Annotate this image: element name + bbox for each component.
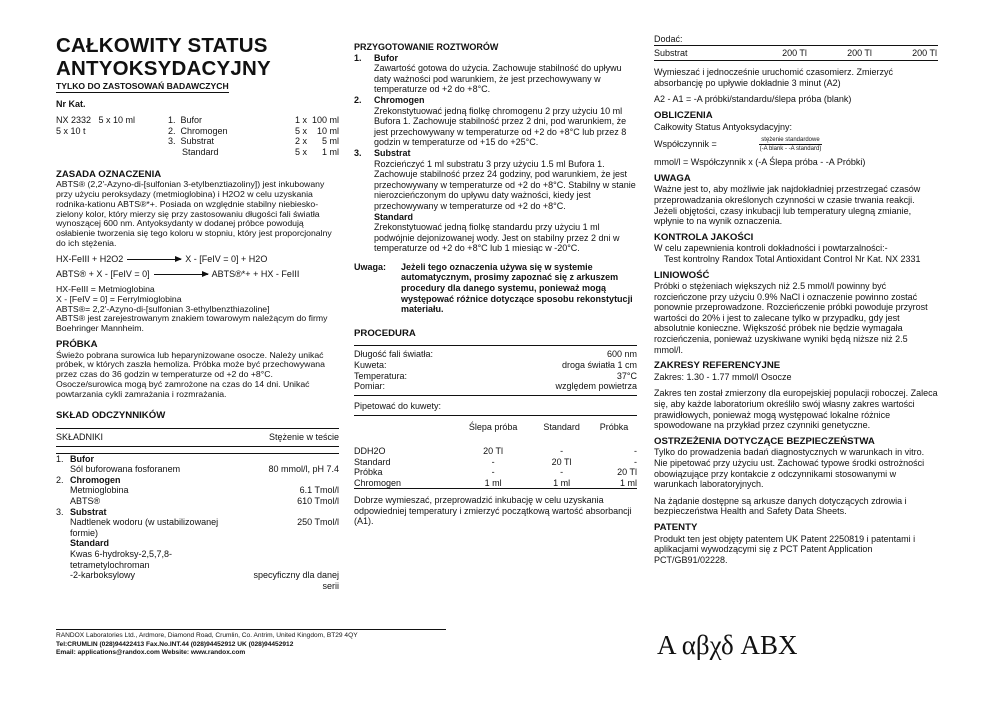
arrow-icon [127, 259, 181, 260]
reagents-table [56, 453, 339, 592]
reagent-row: Sól buforowana fosforanem 80 mmol/l, pH 7.4 [70, 464, 339, 475]
catalog-code: NX 2332 5 x 10 ml [56, 115, 136, 126]
qc-text: W celu zapewnienia kontroli dokładności i powtarzalności:- [654, 243, 888, 254]
principle-legend: HX-FeIII = Metmioglobina X - [FeIV = 0] = Ferrylmioglobina ABTS®= 2,2'-Azyno-di-[sulfonian 3-ethylbenzthiazoline] ABTS® jest zarejestrowanym znakiem towarowym należącym do firmy Boehringer Mannheim. [56, 283, 328, 334]
safety-text: Tylko do prowadzenia badań diagnostycznych w warunkach in vitro. Nie pipetować przy użyciu ust. Zachować typowe środki ostrożności obowiązujące przy kontakcie z odczynnikami stosowanymi w warunkach laboratoryjnych. [654, 447, 925, 490]
footer-email: Email: applications@randox.com Website: www.randox.com [56, 649, 246, 657]
safety-heading: OSTRZEŻENIA DOTYCZĄCE BEZPIECZEŃSTWA [654, 435, 875, 447]
column-middle [354, 42, 637, 527]
qc-item: Test kontrolny Randox Total Antioxidant Control Nr Kat. NX 2331 [664, 253, 921, 264]
footer-address: RANDOX Laboratories Ltd., Ardmore, Diamond Road, Crumlin, Co. Antrim, United Kingdom, BT29 4QY [56, 632, 358, 639]
pipette-row: DDH2O 20 Tl - - [354, 445, 637, 456]
pipette-label: Pipetować do kuwety: [354, 400, 442, 411]
footer [56, 629, 456, 658]
warning-block: Uwaga: Jeżeli tego oznaczenia używa się w systemie automatycznym, prosimy zapoznać się z arkuszem procedury dla danego systemu, ponieważ mogą występować różnice dotyczące sposobu rekonstytucji materiału. [354, 261, 633, 315]
column-right [654, 34, 938, 565]
add-row: Substrat 200 Tl 200 Tl 200 Tl [654, 45, 938, 62]
patent-heading: PATENTY [654, 521, 698, 533]
sample-text: Świeżo pobrana surowica lub heparynizowane osocze. Należy unikać próbek, w których zaszła hemoliza. Próbka może być przechowywana przez czas do 36 godzin w temperaturze od +2 do +8°C. Osocze/surowica mogą być zamrożone na czas do 14 dni. Unikać powtarzania cykli zamrażania i rozmrażania. [56, 349, 325, 399]
procedure-param: Temperatura: 37°C [354, 370, 637, 381]
column-left [56, 34, 339, 591]
catalog-item: 3. Substrat 2 x 5 ml [168, 136, 339, 147]
reagents-table-header: SKŁADNIKI Stężenie w teście [56, 428, 339, 447]
pipette-row: Próbka - - 20 Tl [354, 467, 637, 478]
absorbance-diff: A2 - A1 = -A próbki/standardu/ślepa próba (blank) [654, 94, 852, 105]
qc-heading: KONTROLA JAKOŚCI [654, 231, 754, 243]
reagent-row: ABTS® 610 Tmol/l [70, 496, 339, 507]
doc-subtitle: TYLKO DO ZASTOSOWAŃ BADAWCZYCH [56, 81, 229, 91]
safety-text-2: Na żądanie dostępne są arkusze danych dotyczących zdrowia i bezpieczeństwa Health and Safety Data Sheets. [654, 495, 907, 517]
doc-title-line1: CAŁKOWITY STATUS [56, 34, 268, 57]
reagent-row: 2. Chromogen [56, 474, 121, 485]
procedure-heading: PROCEDURA [354, 327, 416, 339]
pipette-row: Chromogen 1 ml 1 ml 1 ml [354, 477, 637, 488]
add-label: Dodać: [654, 34, 683, 44]
pipette-row: Standard - 20 Tl - [354, 456, 637, 467]
prep-standard-text: Zrekonstytuować jedną fiolkę standardu przy użyciu 1 ml podwójnie dejonizowanej wody. Jest on stabilny przez 2 dni w temperaturze od +2 do +8°C lub 1 miesiąc w -20°C. [374, 222, 620, 254]
prep-standard-title: Standard [374, 211, 414, 222]
prep-heading: PRZYGOTOWANIE ROZTWORÓW [354, 42, 499, 52]
result-formula: mmol/l = Współczynnik x (-A Ślepa próba - -A Próbki) [654, 157, 866, 168]
prep-item: 2. Chromogen Zrekonstytuować jedną fiolkę chromogenu 2 przy użyciu 10 ml Bufora 1. Zachowuje stabilność przez 2 dni, pod warunkiem, że jest przechowywany w temperaturze od +2 do +8°C lub przez 8 godzin w temperaturze od +15 do +25°C. [354, 94, 627, 148]
calc-line: Całkowity Status Antyoksydacyjny: [654, 121, 793, 132]
catalog-code: 5 x 10 t [56, 125, 86, 136]
reagent-row: Kwas 6-hydroksy-2,5,7,8-tetrametylochroman [70, 549, 173, 570]
reaction-equation-2: ABTS® + X - [FeIV = 0] ABTS®*+ + HX - FeIII [56, 269, 300, 280]
prep-list [354, 53, 637, 212]
catalog-item: 2. Chromogen 5 x 10 ml [168, 125, 339, 136]
font-sample: A αβχδ ABX [657, 630, 798, 660]
factor-formula: Współczynnik = $\frac{\text{stężenie standardowe}}{\text{(-A blank - -A standard)}}$ [654, 137, 822, 153]
reagent-row: 1. Bufor [56, 453, 94, 464]
footer-phone: Tel:CRUMLIN (028)94422413 Fax.No.INT.44 (028)94452912 UK (028)94452912 [56, 640, 294, 648]
reagents-heading: SKŁAD ODCZYNNIKÓW [56, 410, 166, 422]
reagent-row: Nadtlenek wodoru (w ustabilizowanej formie) 250 Tmol/l [70, 517, 339, 538]
reference-text: Zakres ten został zmierzony dla europejskiej populacji roboczej. Zaleca się, aby każde laboratorium określiło swój własny zakres wartości prawidłowych, ponieważ mogą występować lokalne różnice spowodowane na przykład przez czynniki genetyczne. [654, 388, 938, 431]
sample-heading: PRÓBKA [56, 338, 98, 350]
catalog-item: Standard 5 x 1 ml [182, 146, 339, 157]
reaction-equation-1: HX-FeIII + H2O2 X - [FeIV = 0] + H2O [56, 253, 268, 264]
patent-text: Produkt ten jest objęty patentem UK Patent 2250819 i patentami i aplikacjami wywodzącymi się z PCT Patent Application PCT/GB91/02228. [654, 533, 916, 565]
doc-title-line2: ANTYOKSYDACYJNY [56, 57, 271, 80]
note-heading: UWAGA [654, 172, 691, 184]
reference-range: Zakres: 1.30 - 1.77 mmol/l Osocze [654, 371, 792, 382]
reagent-row: Metmioglobina 6.1 Tmol/l [70, 485, 339, 496]
procedure-after-text: Dobrze wymieszać, przeprowadzić inkubację w celu uzyskania odpowiedniej temperatury i zmierzyć początkową wartość absorbancji (A1). [354, 495, 632, 527]
reagent-row: 3. Substrat [56, 506, 107, 517]
reference-heading: ZAKRESY REFERENCYJNE [654, 360, 781, 372]
prep-item: 1. Bufor Zawartość gotowa do użycia. Zachowuje stabilność do upływu daty ważności pod warunkiem, że jest przechowywany w temperaturze od +2 do +8°C. [354, 52, 622, 95]
pipette-table: Ślepa próba Standard Próbka DDH2O 20 Tl - - Standard - 20 Tl - Próbka - - 20 Tl Chromogen 1 ml 1 ml 1 ml [354, 415, 637, 489]
add-text: Wymieszać i jednocześnie uruchomić czasomierz. Zmierzyć absorbancję po upływie dokładnie 3 minut (A2) [654, 67, 893, 88]
catalog-heading: Nr Kat. [56, 98, 86, 109]
catalog-item: 1. Bufor 1 x 100 ml [168, 115, 339, 126]
principle-text: ABTS® (2,2'-Azyno-di-[sulfonian 3-etylbenztiazoliny]) jest inkubowany przy użyciu peroksydazy (metmioglobina) i H2O2 w celu uzyskania rodnika-kationu ABTS®*+. Posiada on względnie stabilny niebiesko-zielony kolor, który mierzy się przy zastosowaniu długości fali światła wynoszącej 600 nm. Antyoksydanty w dodanej próbce powodują osłabienie tworzenia się tego koloru w stopniu, który jest proporcjonalny do ich stężenia. [56, 179, 332, 248]
prep-item: 3. Substrat Rozcieńczyć 1 ml substratu 3 przy użyciu 1.5 ml Bufora 1. Zachowuje stabilność przez 24 godziny, pod warunkiem, że jest przechowywany w temperaturze od +2 do +8°C. Stabilny w stanie nierozcieńczonym do upływu daty ważności, kiedy jest przechowywany w temperaturze od +2 do +8°C. [354, 147, 636, 211]
reagent-row: Standard [70, 538, 110, 549]
linearity-heading: LINIOWOŚĆ [654, 269, 710, 281]
procedure-param: Pomiar: względem powietrza [354, 381, 637, 392]
procedure-params [354, 345, 637, 395]
principle-heading: ZASADA OZNACZENIA [56, 168, 162, 180]
calc-heading: OBLICZENIA [654, 109, 713, 121]
note-text: Ważne jest to, aby możliwie jak najdokładniej przestrzegać czasów przeprowadzania określonych czynności w czasie trwania reakcji. Jeżeli objętości, czasy inkubacji lub temperatury ulegną zmianie, wpłynie to na wynik oznaczenia. [654, 184, 921, 227]
catalog-block [56, 115, 339, 157]
reagent-row: -2-karboksylowy specyficzny dla danej serii [70, 570, 339, 591]
procedure-param: Kuweta: droga światła 1 cm [354, 360, 637, 371]
arrow-icon [154, 274, 208, 275]
procedure-param: Długość fali światła: 600 nm [354, 349, 637, 360]
linearity-text: Próbki o stężeniach większych niż 2.5 mmol/l powinny być rozcieńczone przy użyciu 0.9% NaCl i oznaczenie powinno zostać ponownie przeprowadzone. Rozcieńczenie próbki powoduje przyrost wartości do 20% i jest to zalecane tylko w przypadku, gdy jest absolutnie konieczne. Większość próbek nie będzie wymagała rozcieńczenia, ponieważ uzyskiwane wyniki będą niższe niż 2.5 mmol/l. [654, 281, 928, 355]
